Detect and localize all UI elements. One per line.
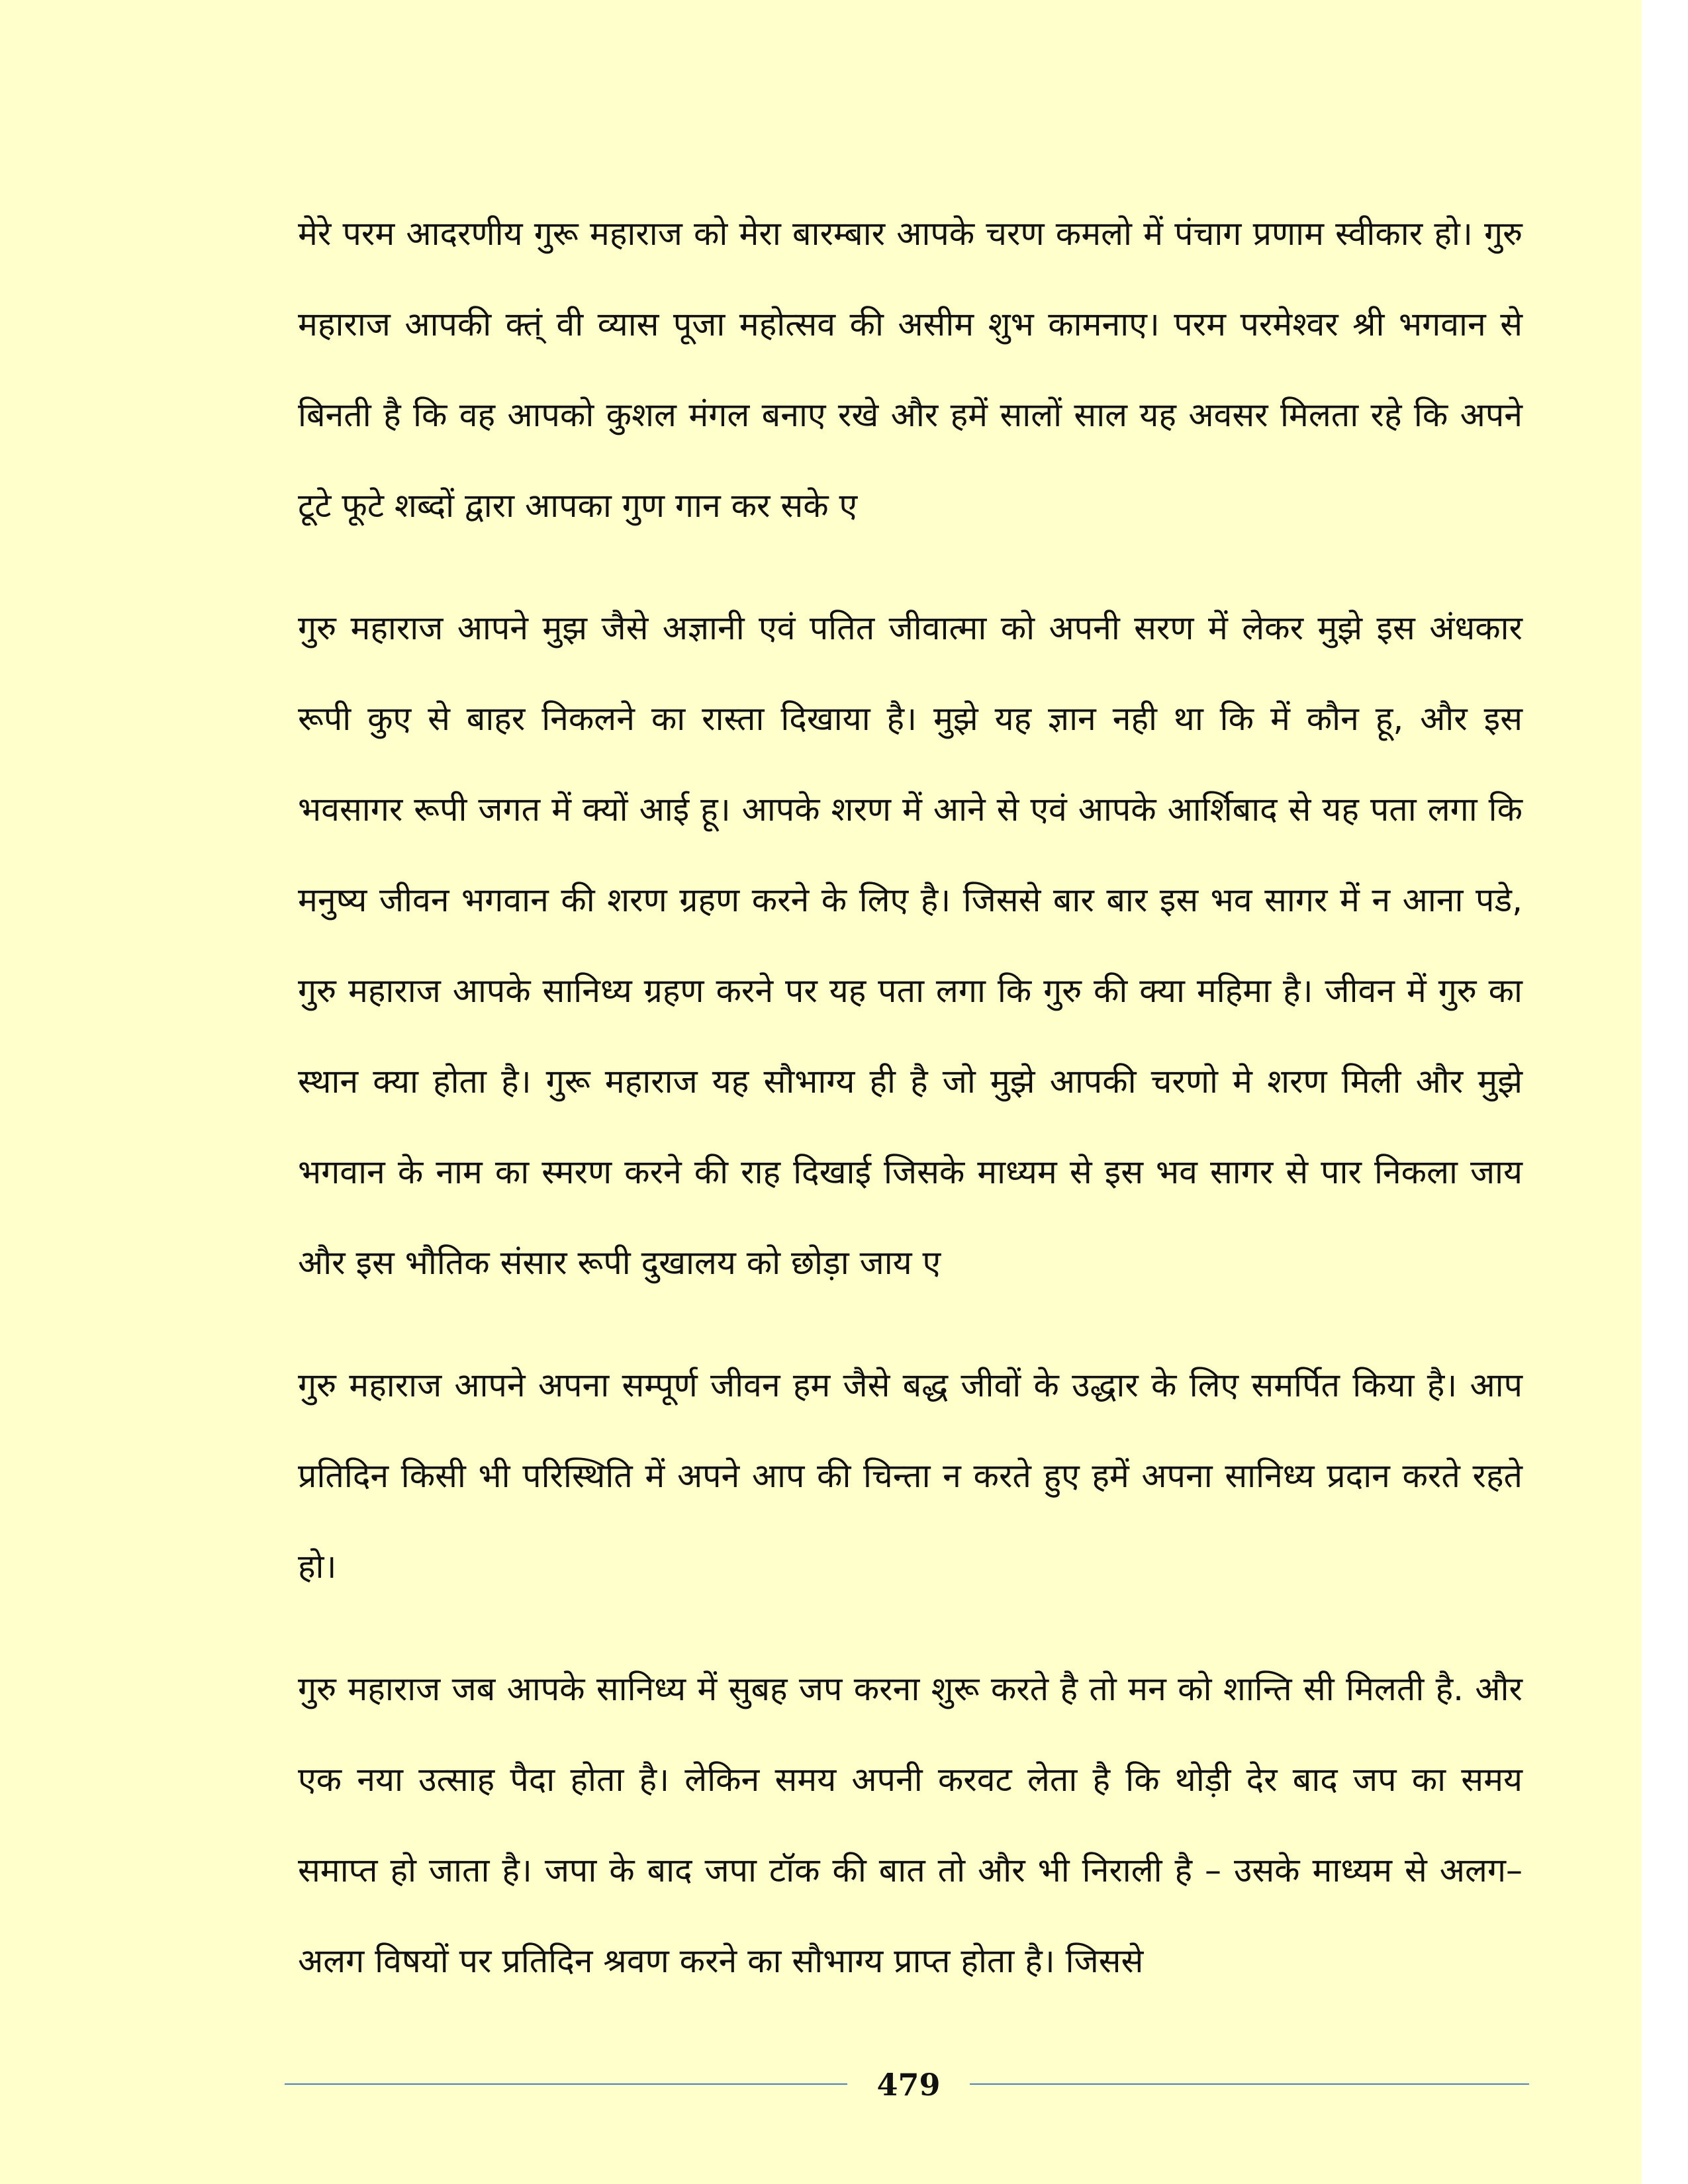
page-number: 479 bbox=[876, 2067, 941, 2103]
footer-rule-left bbox=[285, 2083, 847, 2085]
body-text bbox=[298, 189, 1523, 2007]
paragraph-1: मेरे परम आदरणीय गुरू महाराज को मेरा बारम्बार आपके चरण कमलो में पंचाग प्रणाम स्वीकार हो। गुरु महाराज आपकी क्त्ं वी व्यास पूजा महोत्सव की असीम शुभ कामनाए। परम परमेश्वर श्री भगवान से बिनती है कि वह आपको कुशल मंगल बनाए रखे और हमें सालों साल यह अवसर मिलता रहे कि अपने टूटे फूटे शब्दों द्वारा आपका गुण गान कर सके ए bbox=[298, 214, 1523, 525]
paragraph-spacer bbox=[298, 551, 1523, 583]
paragraph-spacer bbox=[298, 1308, 1523, 1340]
page-footer bbox=[285, 2058, 1529, 2111]
paragraph-4: गुरु महाराज जब आपके सानिध्य में सुबह जप करना शुरू करते है तो मन को शान्ति सी मिलती है. और एक नया उत्साह पैदा होता है। लेकिन समय अपनी करवट लेता है कि थोड़ी देर बाद जप का समय समाप्त हो जाता है। जपा के बाद जपा टॉक की बात तो और भी निराली है – उसके माध्यम से अलग–अलग विषयों पर प्रतिदिन श्रवण करने का सौभाग्य प्राप्त होता है। जिससे bbox=[298, 1670, 1523, 1980]
footer-rule-right bbox=[970, 2083, 1529, 2085]
paragraph-3: गुरु महाराज आपने अपना सम्पूर्ण जीवन हम जैसे बद्ध जीवों के उद्धार के लिए समर्पित किया है। आप प्रतिदिन किसी भी परिस्थिति में अपने आप की चिन्ता न करते हुए हमें अपना सानिध्य प्रदान करते रहते हो। bbox=[298, 1366, 1523, 1586]
paragraph-spacer bbox=[298, 1612, 1523, 1644]
paragraph-2: गुरु महाराज आपने मुझ जैसे अज्ञानी एवं पतित जीवात्मा को अपनी सरण में लेकर मुझे इस अंधकार रूपी कुए से बाहर निकलने का रास्ता दिखाया है। मुझे यह ज्ञान नही था कि में कौन हू, और इस भवसागर रूपी जगत में क्यों आई हू। आपके शरण में आने से एवं आपके आर्शिबाद से यह पता लगा कि मनुष्य जीवन भगवान की शरण ग्रहण करने के लिए है। जिससे बार बार इस भव सागर में न आना पडे, गुरु महाराज आपके सानिध्य ग्रहण करने पर यह पता लगा कि गुरु की क्या महिमा है। जीवन में गुरु का स्थान क्या होता है। गुरू महाराज यह सौभाग्य ही है जो मुझे आपकी चरणो मे शरण मिली और मुझे भगवान के नाम का स्मरण करने की राह दिखाई जिसके माध्यम से इस भव सागर से पार निकला जाय और इस भौतिक संसार रूपी दुखालय को छोड़ा जाय ए bbox=[298, 609, 1523, 1282]
